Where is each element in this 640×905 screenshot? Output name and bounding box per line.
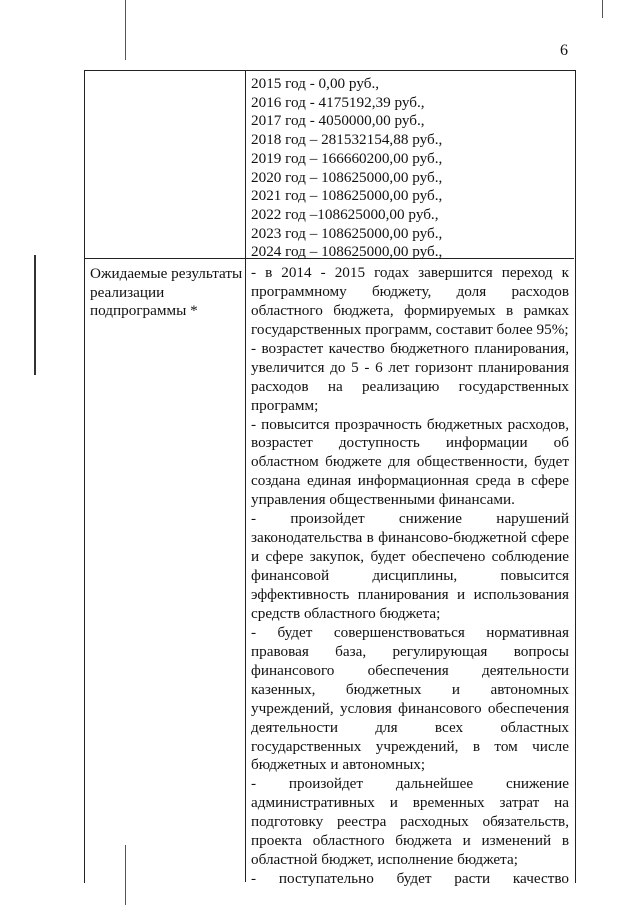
result-line: подготовку реестра расходных обязательств, xyxy=(251,813,569,831)
result-line: финансового обеспечения деятельности xyxy=(251,661,569,679)
result-line: - повысится прозрачность бюджетных расходов, xyxy=(251,415,569,433)
table-column-divider xyxy=(245,70,246,882)
budget-year-line: 2023 год – 108625000,00 руб., xyxy=(251,224,443,242)
budget-year-line: 2019 год – 166660200,00 руб., xyxy=(251,149,443,167)
scan-artifact-line xyxy=(34,255,36,375)
row-label-cell xyxy=(90,265,242,321)
budget-year-line: 2015 год - 0,00 руб., xyxy=(251,75,380,92)
budget-by-year-list xyxy=(251,75,569,262)
page-number: 6 xyxy=(560,42,568,59)
result-line: бюджетных и автономных; xyxy=(251,756,426,774)
budget-year-line: 2020 год – 108625000,00 руб., xyxy=(251,168,443,186)
result-line: средств областного бюджета; xyxy=(251,604,441,622)
budget-year-line: 2022 год –108625000,00 руб., xyxy=(251,205,439,223)
scan-artifact-line xyxy=(602,0,603,18)
result-line: учреждений, условия финансового обеспечения xyxy=(251,699,569,717)
scan-artifact-line xyxy=(125,0,126,60)
result-line: государственных учреждений, в том числе xyxy=(251,737,569,755)
result-line: - будет совершенствоваться нормативная xyxy=(251,623,569,641)
result-line: расходов на реализацию государственных xyxy=(251,377,569,395)
result-line: создана единая информационная среда в сфере xyxy=(251,472,569,490)
result-line: эффективность планирования и использования xyxy=(251,585,569,603)
result-line: законодательства в финансово-бюджетной сфере xyxy=(251,529,569,547)
result-line: областной бюджет, исполнение бюджета; xyxy=(251,851,518,869)
row-label-line: подпрограммы * xyxy=(90,302,198,320)
row-label-line: Ожидаемые результаты xyxy=(90,265,243,282)
expected-results-list xyxy=(251,264,569,889)
budget-year-line: 2024 год – 108625000,00 руб., xyxy=(251,243,443,261)
result-line: правовая база, регулирующая вопросы xyxy=(251,642,569,660)
result-line: увеличится до 5 - 6 лет горизонт планирования xyxy=(251,358,569,376)
budget-year-line: 2016 год - 4175192,39 руб., xyxy=(251,93,425,111)
result-line: государственных программ, составит более 95%; xyxy=(251,320,569,338)
result-line: проекта областного бюджета и изменений в xyxy=(251,832,569,850)
result-line: - возрастет качество бюджетного планирования, xyxy=(251,339,569,357)
result-line: возрастет доступность информации об xyxy=(251,434,569,452)
result-line: и сфере закупок, будет обеспечено соблюдение xyxy=(251,548,569,566)
row-label-line: реализации xyxy=(90,283,165,301)
result-line: - в 2014 - 2015 годах завершится переход к xyxy=(251,264,569,281)
result-line: - произойдет снижение нарушений xyxy=(251,510,569,528)
result-line: программ; xyxy=(251,396,319,414)
result-line: областном бюджете для общественности, будет xyxy=(251,453,569,471)
result-line: деятельности для всех областных xyxy=(251,718,569,736)
result-line: областного бюджета, формируемых в рамках xyxy=(251,301,569,319)
result-line: - поступательно будет расти качество xyxy=(251,870,569,888)
result-line: казенных, бюджетных и автономных xyxy=(251,680,569,698)
result-line: программному бюджету, доля расходов xyxy=(251,282,569,300)
budget-year-line: 2021 год – 108625000,00 руб., xyxy=(251,187,443,205)
budget-year-line: 2017 год - 4050000,00 руб., xyxy=(251,112,425,130)
result-line: административных и временных затрат на xyxy=(251,794,569,812)
result-line: финансовой дисциплины, повысится xyxy=(251,567,569,585)
budget-year-line: 2018 год – 281532154,88 руб., xyxy=(251,131,443,149)
result-line: - произойдет дальнейшее снижение xyxy=(251,775,569,793)
result-line: управления общественными финансами. xyxy=(251,491,515,509)
